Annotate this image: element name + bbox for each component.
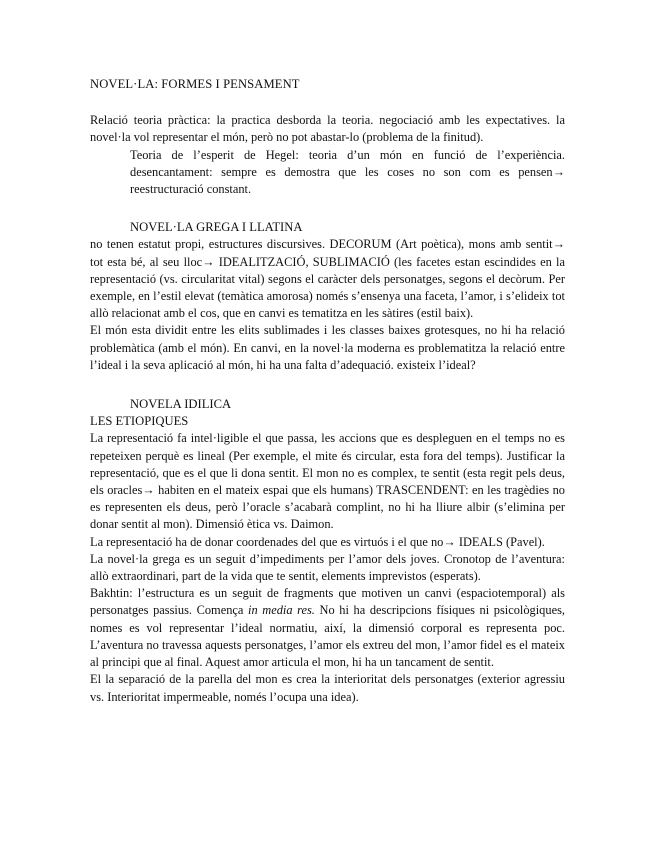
section2-paragraph-1: La representació fa intel·ligible el que passa, les accions que es despleguen en el temps no es repeteixen perquè es lineal (Per exemple, el mite és circular, esta fora del temps). Justificar la representació, que es el que li dona sentit. El mon no es complex, te sentit (esta regit pels deus, els oracles→ habiten en el mateix espai que els humans) TRASCENDENT: en les tragèdies no es representen els deus, però l’oracle s’acabarà complint, no hi ha lliure albir (s’elimina per donar sentit al mon). Dimensió ètica vs. Daimon. <box>90 431 565 532</box>
document-title: NOVEL·LA: FORMES I PENSAMENT <box>90 77 300 91</box>
section-heading-novela-idilica: NOVELA IDILICA <box>130 397 232 412</box>
section2-paragraph-4 <box>90 585 565 671</box>
section2-paragraph-3: La novel·la grega es un seguit d’impediments per l’amor dels joves. Cronotop de l’aventura: allò extraordinari, part de la vida que te sentit, elements imprevistos (esperats). <box>90 551 565 584</box>
intro-indented-paragraph: Teoria de l’esperit de Hegel: teoria d’un món en funció de l’experiència. desencantament: sempre es demostra que les coses no son com es pensen→ reestructuració constant. <box>130 147 565 197</box>
intro-paragraph: Relació teoria pràctica: la practica desborda la teoria. negociació amb les expectatives. la novel·la vol representar el món, però no pot abastar-lo (problema de la finitud). <box>90 113 565 145</box>
document-body <box>90 76 565 706</box>
section2-paragraph-5: El la separació de la parella del mon es crea la interioritat dels personatges (exterior agressiu vs. Interioritat impermeable, només l’ocupa una idea). <box>90 672 565 704</box>
section1-paragraph-1: no tenen estatut propi, estructures discursives. DECORUM (Art poètica), mons amb sentit→ tot esta bé, al seu lloc→ IDEALITZACIÓ, SUBLIMACIÓ (les facetes estan escindides en la representació (vs. circularitat vital) segons el caràcter dels personatges, segons el decòrum. Per exemple, en l’estil elevat (temàtica amorosa) només s’ensenya una faceta, l’amor, i s’elideix tot allò relacionat amb el cos, que en canvi es tematitza en les sàtires (estil baix). <box>90 237 565 321</box>
bakhtin-text-start: Bakhtin: l’estructura es un seguit de fragments que motiven un canvi (espaciotemporal) als personatges passius. Comença <box>90 586 565 618</box>
section2-paragraph-2: La representació ha de donar coordenades del que es virtuós i el que no→ IDEALS (Pavel). <box>90 534 545 549</box>
section1-paragraph-2: El món esta dividit entre les elits sublimades i les classes baixes grotesques, no hi ha relació problemàtica (amb el món). En canvi, en la novel·la moderna es problematitza la relació entre l’ideal i la seva aplicació al món, hi ha una falta d’adequació. existeix l’ideal? <box>90 323 565 372</box>
section-subheading-etiopiques: LES ETIOPIQUES <box>90 414 189 429</box>
section-heading-novella-grega: NOVEL·LA GREGA I LLATINA <box>130 220 303 235</box>
bakhtin-text-end: No hi ha descripcions físiques ni psicològiques, nomes es vol representar l’ideal normatiu, així, la dimensió corporal es representa poc. L’aventura no travessa aquests personatges, l’amor els extreu del mon, l’amor fidel es el mateix al principi que al final. Aquest amor articula el mon, hi ha un tancament de sentit. <box>90 603 565 670</box>
in-media-res-italic: in media res. <box>248 603 315 618</box>
